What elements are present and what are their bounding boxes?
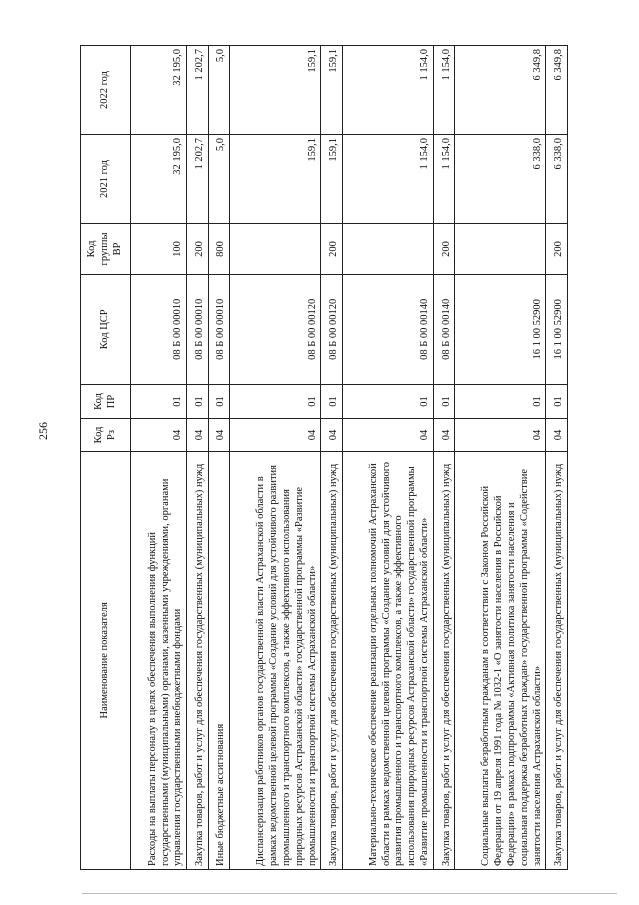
cell-csr: 08 Б 00 00140 [433, 274, 454, 384]
cell-csr: 08 Б 00 00120 [321, 274, 342, 384]
cell-y2021: 1 202,7 [187, 135, 208, 224]
table-row [455, 46, 546, 870]
cell-csr: 08 Б 00 00010 [187, 274, 208, 384]
cell-y2021: 1 154,0 [342, 135, 433, 224]
cell-y2022: 5,0 [208, 46, 229, 135]
budget-table [80, 45, 568, 870]
cell-y2022: 1 202,7 [187, 46, 208, 135]
cell-vr [342, 224, 433, 275]
cell-y2022: 1 154,0 [342, 46, 433, 135]
table-row [321, 46, 342, 870]
cell-name: Закупка товаров, работ и услуг для обеспечения государственных (муниципальных) нужд [187, 451, 208, 869]
cell-name: Иные бюджетные ассигнования [208, 451, 229, 869]
header-rz: Код Рз [81, 419, 131, 451]
table-row [187, 46, 208, 870]
header-2022: 2022 год [81, 46, 131, 135]
cell-pr: 01 [455, 384, 546, 419]
cell-pr: 01 [131, 384, 187, 419]
table-row [342, 46, 433, 870]
cell-y2021: 6 338,0 [455, 135, 546, 224]
cell-pr: 01 [342, 384, 433, 419]
cell-name: Расходы на выплаты персоналу в целях обеспечения выполнения функций государственными (муниципальными) органами, казенными учреждениями, органами управления государственными внебюджетными фондами [131, 451, 187, 869]
page-number: 256 [36, 422, 50, 440]
cell-name: Социальные выплаты безработным гражданам в соответствии с Законом Российской Федерации от 19 апреля 1991 года № 1032-1 «О занятости населения в Российской Федерации» в рамках подпрограммы «Активная политика занятости населения и социальная поддержка безработных граждан» государственной программы «Содействие занятости населения Астраханской области» [455, 451, 546, 869]
cell-vr: 200 [546, 224, 568, 275]
cell-name: Материально-техническое обеспечение реализации отдельных полномочий Астраханской области в рамках ведомственной целевой программы «Создание условий для устойчивого развития промышленного и транспортного комплексов, а также эффективного использования природных ресурсов Астраханской области» государственной программы «Развитие промышленности и транспортной системы Астраханской области» [342, 451, 433, 869]
cell-y2022: 6 349,8 [455, 46, 546, 135]
bottom-divider [82, 893, 617, 894]
cell-y2021: 1 154,0 [433, 135, 454, 224]
table-row [208, 46, 229, 870]
cell-csr: 16 1 00 52900 [455, 274, 546, 384]
cell-y2021: 159,1 [321, 135, 342, 224]
cell-name: Закупка товаров, работ и услуг для обеспечения государственных (муниципальных) нужд [433, 451, 454, 869]
cell-rz: 04 [433, 419, 454, 451]
cell-vr [455, 224, 546, 275]
cell-y2021: 32 195,0 [131, 135, 187, 224]
table-body [131, 46, 568, 870]
cell-vr [230, 224, 321, 275]
cell-y2022: 159,1 [321, 46, 342, 135]
header-csr: Код ЦСР [81, 274, 131, 384]
cell-csr: 08 Б 00 00010 [131, 274, 187, 384]
table-row [546, 46, 568, 870]
cell-rz: 04 [455, 419, 546, 451]
header-name: Наименование показателя [81, 451, 131, 869]
cell-name: Закупка товаров, работ и услуг для обеспечения государственных (муниципальных) нужд [546, 451, 568, 869]
cell-pr: 01 [187, 384, 208, 419]
header-row [81, 46, 131, 870]
cell-csr: 08 Б 00 00140 [342, 274, 433, 384]
budget-table-rotated [80, 45, 568, 870]
cell-vr: 200 [187, 224, 208, 275]
cell-rz: 04 [208, 419, 229, 451]
cell-rz: 04 [230, 419, 321, 451]
cell-name: Закупка товаров, работ и услуг для обеспечения государственных (муниципальных) нужд [321, 451, 342, 869]
cell-rz: 04 [187, 419, 208, 451]
cell-csr: 08 Б 00 00120 [230, 274, 321, 384]
cell-pr: 01 [230, 384, 321, 419]
cell-vr: 200 [321, 224, 342, 275]
table-row [433, 46, 454, 870]
header-pr: Код ПР [81, 384, 131, 419]
cell-rz: 04 [546, 419, 568, 451]
cell-vr: 200 [433, 224, 454, 275]
cell-pr: 01 [433, 384, 454, 419]
cell-csr: 16 1 00 52900 [546, 274, 568, 384]
cell-y2021: 159,1 [230, 135, 321, 224]
cell-csr: 08 Б 00 00010 [208, 274, 229, 384]
cell-y2022: 1 154,0 [433, 46, 454, 135]
cell-pr: 01 [321, 384, 342, 419]
cell-y2022: 6 349,8 [546, 46, 568, 135]
cell-y2022: 32 195,0 [131, 46, 187, 135]
cell-y2022: 159,1 [230, 46, 321, 135]
table-row [230, 46, 321, 870]
cell-vr: 800 [208, 224, 229, 275]
cell-rz: 04 [342, 419, 433, 451]
cell-rz: 04 [321, 419, 342, 451]
cell-pr: 01 [546, 384, 568, 419]
cell-y2021: 6 338,0 [546, 135, 568, 224]
cell-y2021: 5,0 [208, 135, 229, 224]
header-vr: Код группы ВР [81, 224, 131, 275]
cell-vr: 100 [131, 224, 187, 275]
cell-name: Диспансеризация работников органов государственной власти Астраханской области в рамках ведомственной целевой программы «Создание условий для устойчивого развития промышленного и транспортного комплексов, а также эффективного использования природных ресурсов Астраханской области» государственной программы «Развитие промышленности и транспортной системы Астраханской области» [230, 451, 321, 869]
header-2021: 2021 год [81, 135, 131, 224]
cell-rz: 04 [131, 419, 187, 451]
table-row [131, 46, 187, 870]
cell-pr: 01 [208, 384, 229, 419]
